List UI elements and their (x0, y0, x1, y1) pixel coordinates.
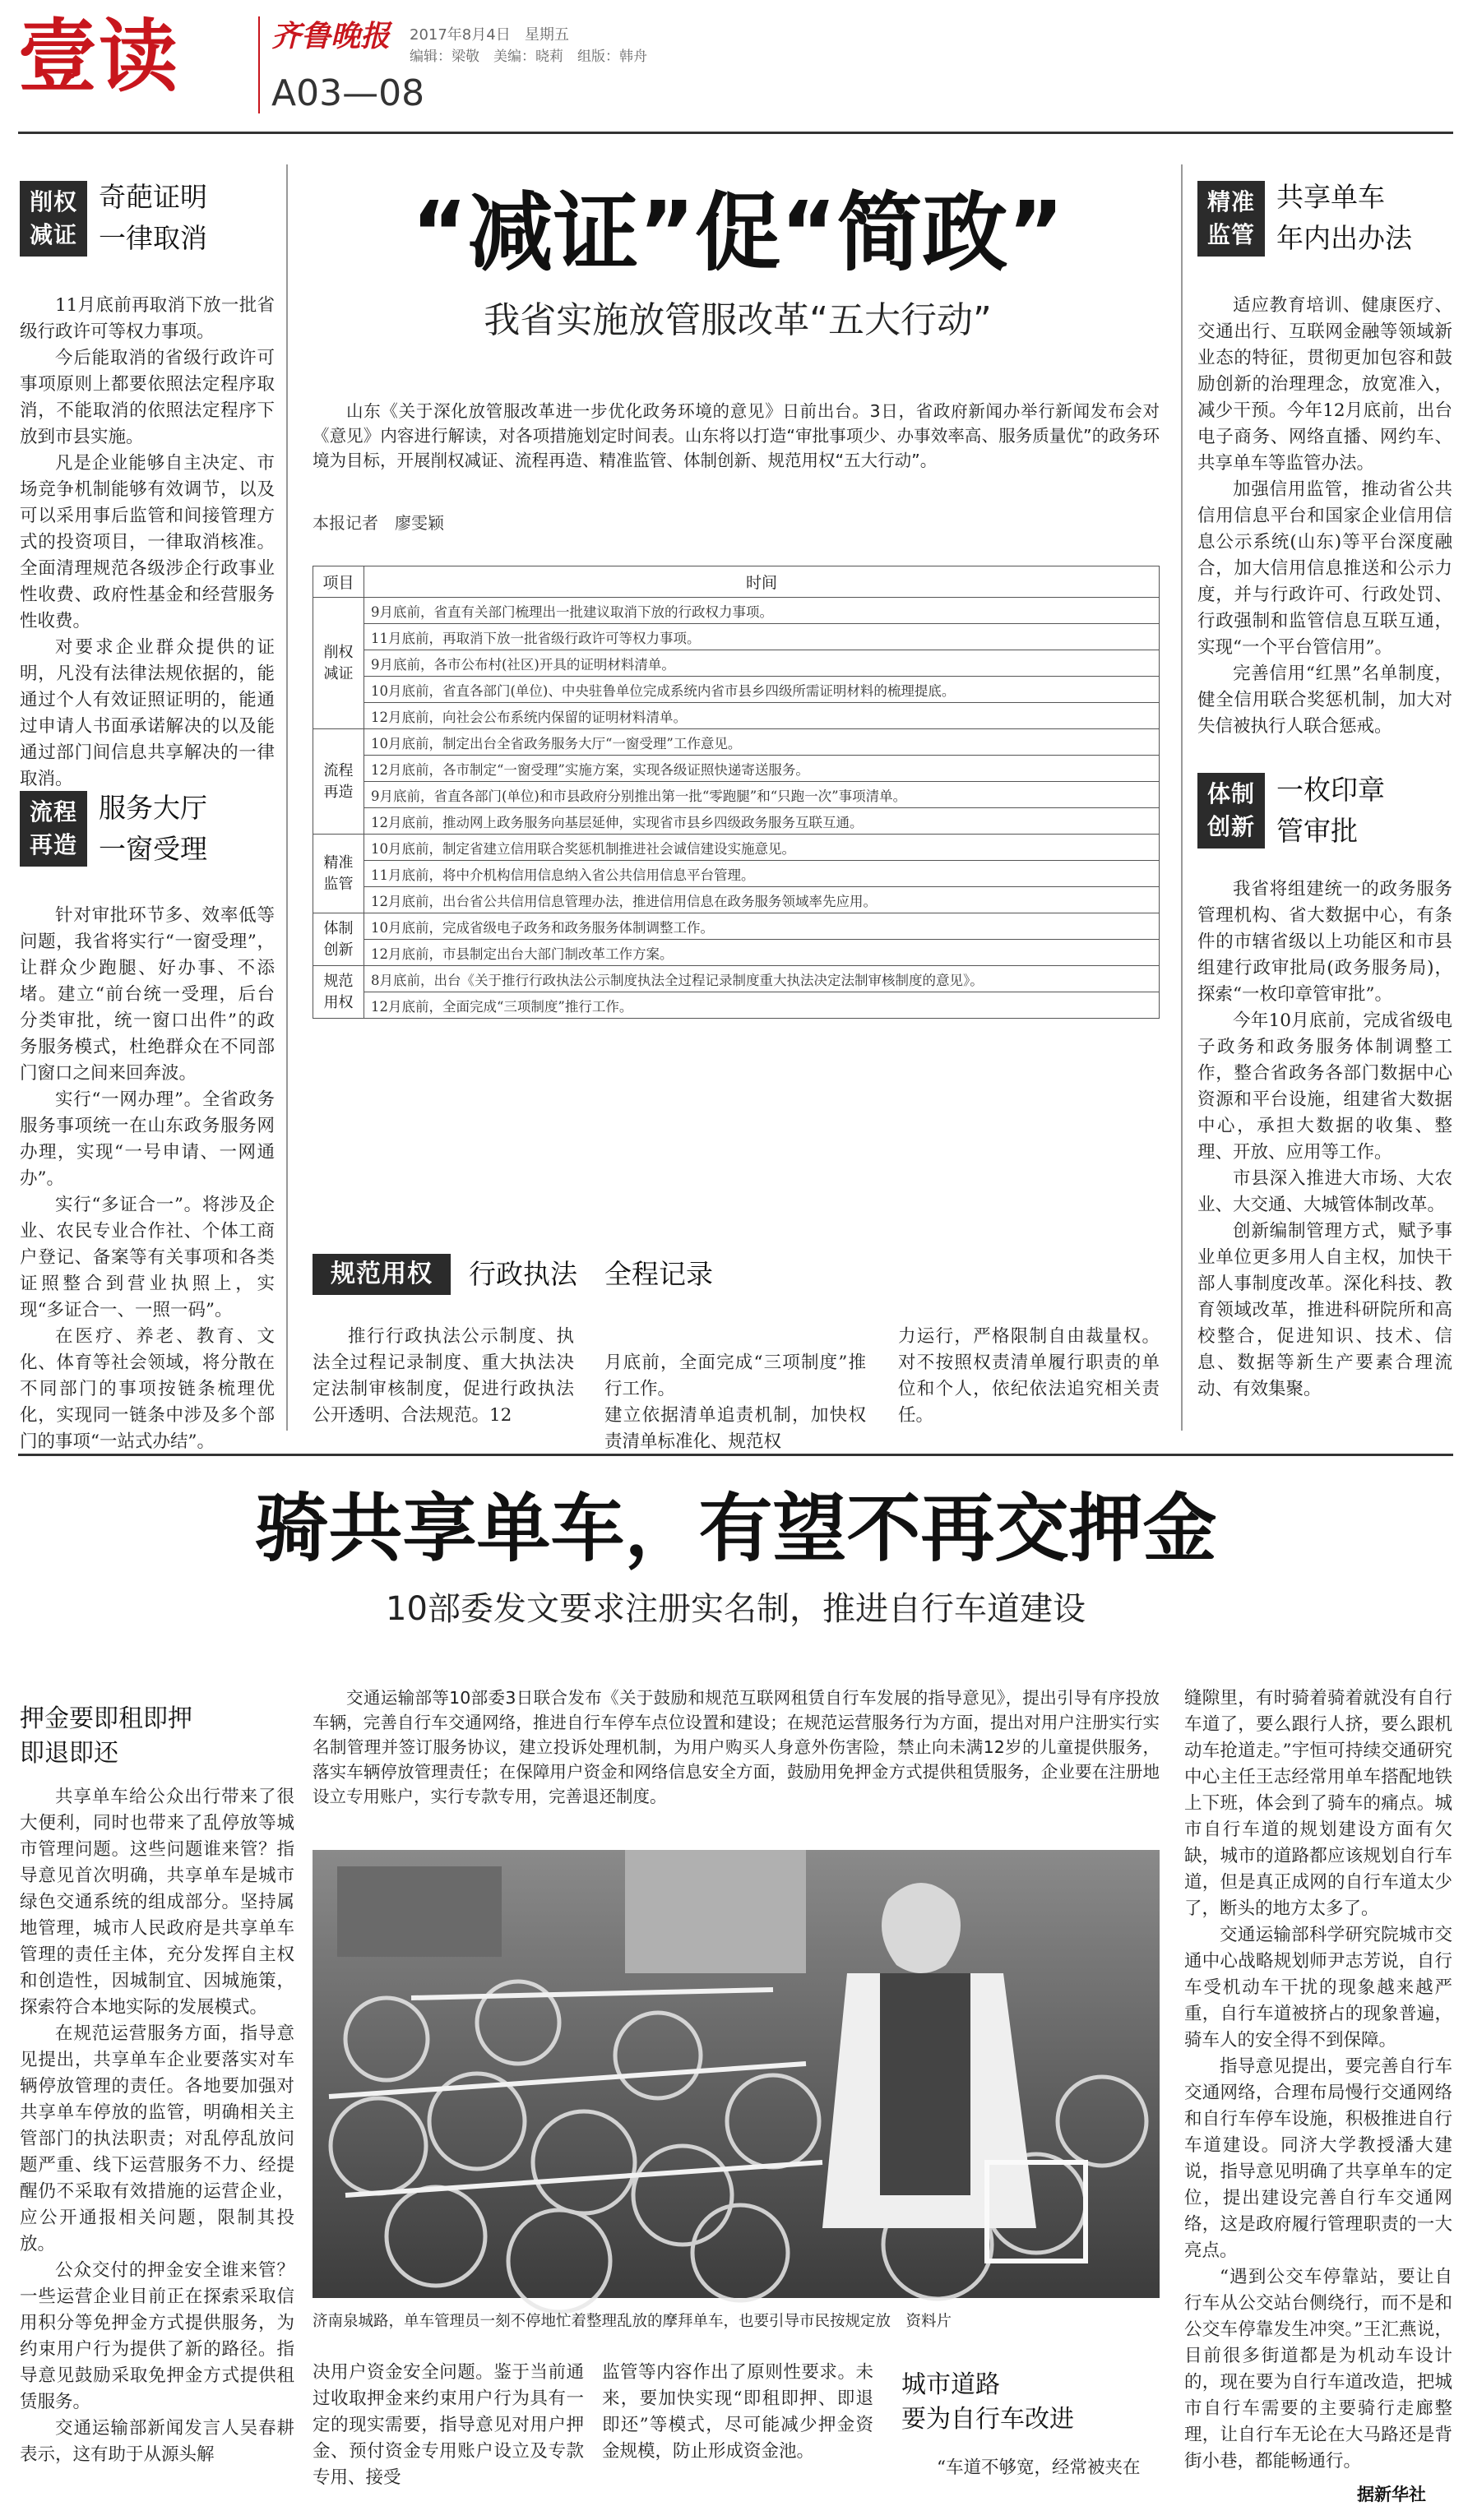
paragraph: 共享单车给公众出行带来了很大便利，同时也带来了乱停放等城市管理问题。这些问题谁来管？指导意见首次明确，共享单车是城市绿色交通系统的组成部分。坚持属地管理，城市人民政府是共享单车管理的责任主体，充分发挥自主权和创造性，因城制宜、因城施策，探索符合本地实际的发展模式。 (20, 1787, 294, 2018)
paragraph: 创新编制管理方式，赋予事业单位更多用人自主权，加快干部人事制度改革。深化科技、教育领域改革，推进科研院所和高校整合，促进知识、技术、信息、数据等新生产要素合理流动、有效集聚。 (1197, 1221, 1452, 1399)
table-row (313, 756, 1160, 782)
table-row (313, 782, 1160, 808)
story-divider (18, 1454, 1453, 1456)
category-line: 监管 (323, 875, 354, 893)
timeline-item: 10月底前，完成省级电子政务和政务服务体制调整工作。 (364, 913, 1160, 940)
guifan-col2 (604, 1324, 866, 1452)
guifan-col3 (898, 1324, 1160, 1434)
timeline-item: 10月底前，制定出台全省政务服务大厅“一窗受理”工作意见。 (364, 729, 1160, 756)
table-row (313, 808, 1160, 835)
title-line: 即退即还 (20, 1739, 118, 1768)
masthead-divider (258, 16, 260, 113)
paragraph: 指导意见提出，要完善自行车交通网络，合理布局慢行交通网络和自行车停车设施，积极推进自行车道建设。同济大学教授潘大建说，指导意见明确了共享单车的定位，提出建设完善自行车交通网络，这是政府履行管理职责的一大亮点。 (1184, 2056, 1452, 2261)
date: 2017年8月4日 (410, 26, 511, 44)
paragraph: 实行“多证合一”。将涉及企业、农民专业合作社、个体工商户登记、备案等有关事项和各类证照整合到营业执照上，实现“多证合一、一照一码”。 (20, 1195, 275, 1320)
right1-tag (1197, 181, 1265, 257)
paragraph: 今年10月底前，完成省级电子政务和政务服务体制调整工作，整合省政务各部门数据中心资源和平台设施，组建省大数据中心，承担大数据的收集、整理、开放、应用等工作。 (1197, 1010, 1452, 1163)
left-column-rule (286, 164, 288, 1431)
byline: 本报记者 廖雯颖 (313, 513, 444, 533)
section-title: 壹读 (18, 11, 179, 103)
paragraph: 月底前，全面完成“三项制度”推行工作。 建立依据清单追责机制，加快权责清单标准化、规范权 (604, 1352, 866, 1452)
tag-line: 再造 (29, 831, 77, 858)
table-row (313, 966, 1160, 992)
title-line: 一枚印章 (1276, 774, 1385, 806)
category-line: 再造 (323, 783, 354, 801)
timeline-item: 11月底前，再取消下放一批省级行政许可等权力事项。 (364, 624, 1160, 650)
story2-lead (313, 1685, 1160, 1809)
timeline-grid (313, 566, 1160, 1019)
title-line: 一律取消 (99, 222, 207, 254)
paragraph: 缝隙里，有时骑着骑着就没有自行车道了，要么跟行人挤，要么跟机动车抢道走。”宇恒可持续交通研究中心主任王志经常用单车搭配地铁上下班，体会到了骑车的痛点。城市自行车道的规划建设方面有欠缺，城市的道路都应该规划自行车道，但是真正成网的自行车道太少了，断头的地方太多了。 (1184, 1688, 1452, 1919)
right2-tag (1197, 773, 1265, 848)
paragraph: 推行行政执法公示制度、执法全过程记录制度、重大执法决定法制审核制度，促进行政执法公开透明、合法规范。12 (313, 1326, 574, 1426)
title-line: 共享单车 (1276, 181, 1385, 213)
paragraph: 凡是企业能够自主决定、市场竞争机制能够有效调节，以及可以采用事后监管和间接管理方式的投资项目，一律取消核准。全面清理规范各级涉企行政事业性收费、政府性基金和经营服务性收费。 (20, 453, 275, 631)
col-header-project: 项目 (313, 566, 364, 598)
paragraph: 我省将组建统一的政务服务管理机构、省大数据中心，有条件的市辖省级以上功能区和市县组建行政审批局(政务服务局)，探索“一枚印章管审批”。 (1197, 879, 1452, 1005)
category-cell (313, 729, 364, 835)
tag-line: 监管 (1206, 221, 1255, 248)
category-line: 规范 (323, 972, 354, 990)
timeline-item: 12月底前，市县制定出台大部门制改革工作方案。 (364, 940, 1160, 966)
paragraph: 公众交付的押金安全谁来管？一些运营企业目前正在探索采取信用积分等免押金方式提供服务，为约束用户行为提供了新的路径。指导意见鼓励采取免押金方式提供租赁服务。 (20, 2260, 294, 2412)
title-line: 年内出办法 (1276, 222, 1412, 254)
title-line: 押金要即租即押 (20, 1704, 192, 1733)
table-row (313, 940, 1160, 966)
main-headline: “减证”促“简政” (411, 183, 1064, 283)
left1-body (20, 293, 275, 789)
story2-bottom-col1 (313, 2360, 584, 2508)
paragraph: 在医疗、养老、教育、文化、体育等社会领域，将分散在不同部门的事项按链条梳理优化，实现同一链条中涉及多个部门的事项“一站式办结”。 (20, 1326, 275, 1452)
category-line: 削权 (323, 643, 354, 661)
paragraph: “遇到公交车停靠站，要让自行车从公交站台侧绕行，而不是和公交车停靠发生冲突。”王汇燕说，目前很多街道都是为机动车设计的，现在要为自行车道改造，把城市自行车需要的主要骑行走廊整理，让自行车无论在大马路还是背街小巷，都能畅通行。 (1184, 2267, 1452, 2471)
guifan-title: 行政执法 全程记录 (469, 1258, 713, 1290)
paragraph: 力运行，严格限制自由裁量权。对不按照权责清单履行职责的单位和个人，依纪依法追究相关责任。 (898, 1326, 1160, 1426)
left2-body (20, 903, 275, 1452)
left1-title (99, 177, 207, 259)
tag-line: 削权 (29, 188, 77, 215)
timeline-item: 8月底前，出台《关于推行行政执法公示制度执法全过程记录制度重大执法决定法制审核制度的意见》。 (364, 966, 1160, 992)
category-cell (313, 598, 364, 729)
timeline-item: 9月底前，各市公布村(社区)开具的证明材料清单。 (364, 650, 1160, 677)
masthead-rule (18, 132, 1453, 134)
paper-logo: 齐鲁晚报 (271, 19, 391, 53)
left2-title (99, 788, 207, 870)
story2-headline: 骑共享单车，有望不再交押金 (254, 1486, 1217, 1572)
story2-bottom-col2 (602, 2360, 873, 2508)
category-line: 创新 (323, 941, 354, 959)
guifan-col1 (313, 1324, 574, 1434)
page-number: A03—08 (271, 72, 425, 114)
title-line: 奇葩证明 (99, 181, 207, 213)
title-line: 管审批 (1276, 815, 1358, 847)
right2-title (1276, 770, 1385, 852)
timeline-item: 12月底前，各市制定“一窗受理”实施方案，实现各级证照快递寄送服务。 (364, 756, 1160, 782)
category-cell (313, 835, 364, 913)
paragraph: 市县深入推进大市场、大农业、大交通、大城管体制改革。 (1197, 1168, 1452, 1215)
table-row (313, 887, 1160, 913)
tag-line: 创新 (1206, 813, 1255, 840)
table-row (313, 598, 1160, 624)
bike-photo (313, 1850, 1160, 2298)
paragraph: 今后能取消的省级行政许可事项原则上都要依照法定程序取消，不能取消的依照法定程序下放到市县实施。 (20, 348, 275, 447)
paragraph: 适应教育培训、健康医疗、交通出行、互联网金融等领域新业态的特征，贯彻更加包容和鼓励创新的治理理念，放宽准入，减少干预。今年12月底前，出台电子商务、网络直播、网约车、共享单车等监管办法。 (1197, 295, 1452, 474)
category-line: 减证 (323, 664, 354, 682)
table-row (313, 992, 1160, 1019)
category-line: 用权 (323, 993, 354, 1011)
table-row (313, 650, 1160, 677)
paragraph: 加强信用监管，推动省公共信用信息平台和国家企业信用信息公示系统(山东)等平台深度融合，加大信用信息推送和公示力度，并与行政许可、行政处罚、行政强制和监管信息互联互通，实现“一个平台管信用”。 (1197, 479, 1452, 658)
paragraph: 在规范运营服务方面，指导意见提出，共享单车企业要落实对车辆停放管理的责任。各地要加强对共享单车停放的监管，明确相关主管部门的执法职责；对乱停乱放问题严重、线下运营服务不力、经提醒仍不采取有效措施的运营企业，应公开通报相关问题，限制其投放。 (20, 2023, 294, 2254)
title-line: 要为自行车改进 (901, 2405, 1074, 2434)
paragraph: 监管等内容作出了原则性要求。未来，要加快实现“即租即押、即退即还”等模式，尽可能减少押金资金规模，防止形成资金池。 (602, 2362, 873, 2462)
table-row (313, 624, 1160, 650)
paragraph: 交通运输部新闻发言人吴春耕表示，这有助于从源头解 (20, 2418, 294, 2465)
main-subhead: 我省实施放管服改革“五大行动” (484, 299, 992, 341)
paragraph: 11月底前再取消下放一批省级行政许可等权力事项。 (20, 295, 275, 342)
paragraph: 实行“一网办理”。全省政务服务事项统一在山东政务服务网办理，实现“一号申请、一网通办”。 (20, 1089, 275, 1189)
tag-line: 减证 (29, 221, 77, 248)
story2-sub2-start (901, 2455, 1160, 2509)
paragraph: “车道不够宽，经常被夹在 (937, 2458, 1141, 2478)
paragraph: 针对审批环节多、效率低等问题，我省将实行“一窗受理”，让群众少跑腿、好办事、不添堵。建立“前台统一受理，后台分类审批，统一窗口出件”的政务服务模式，杜绝群众在不同部门窗口之间来回奔波。 (20, 905, 275, 1084)
story2-credit: 据新华社 (1357, 2485, 1426, 2504)
right2-body (1197, 876, 1452, 1429)
story2-left-body (20, 1784, 294, 2508)
title-line: 城市道路 (901, 2370, 1000, 2399)
staff-credits: 编辑：梁敬 美编：晓莉 组版：韩舟 (410, 49, 647, 65)
title-line: 服务大厅 (99, 792, 207, 824)
paragraph: 完善信用“红黑”名单制度，健全信用联合奖惩机制，加大对失信被执行人联合惩戒。 (1197, 664, 1452, 737)
category-cell (313, 966, 364, 1019)
timeline-item: 12月底前，推动网上政务服务向基层延伸，实现省市县乡四级政务服务互联互通。 (364, 808, 1160, 835)
tag-line: 精准 (1206, 188, 1255, 215)
timeline-item: 12月底前，全面完成“三项制度”推行工作。 (364, 992, 1160, 1019)
timeline-item: 12月底前，出台省公共信用信息管理办法，推进信用信息在政务服务领域率先应用。 (364, 887, 1160, 913)
tag-line: 体制 (1206, 780, 1255, 807)
paragraph: 对要求企业群众提供的证明，凡没有法律法规依据的，能通过个人有效证照证明的，能通过申请人书面承诺解决的以及能通过部门间信息共享解决的一律取消。 (20, 637, 275, 789)
table-row (313, 703, 1160, 729)
table-row (313, 729, 1160, 756)
category-line: 精准 (323, 853, 354, 872)
story2-subtitle2 (901, 2368, 1074, 2437)
paragraph: 交通运输部科学研究院城市交通中心战略规划师尹志芳说，自行车受机动车干扰的现象越来越严重，自行车道被挤占的现象普遍，骑车人的安全得不到保障。 (1184, 1925, 1452, 2051)
lead-paragraph: 交通运输部等10部委3日联合发布《关于鼓励和规范互联网租赁自行车发展的指导意见》，提出引导有序投放车辆，完善自行车交通网络，推进自行车停车点位设置和建设；在规范运营服务行为方面，提出对用户注册实行实名制管理并签订服务协议，建立投诉处理机制，为用户购买人身意外伤害险，禁止向未满12岁的儿童提供服务，落实车辆停放管理责任；在保障用户资金和网络信息安全方面，鼓励用免押金方式提供租赁服务，企业要在注册地设立专用账户，实行专款专用，完善退还制度。 (313, 1688, 1160, 1806)
lead-paragraph: 山东《关于深化放管服改革进一步优化政务环境的意见》日前出台。3日，省政府新闻办举行新闻发布会对《意见》内容进行解读，对各项措施划定时间表。山东将以打造“审批事项少、办事效率高、服务质量优”的政务环境为目标，开展削权减证、流程再造、精准监管、体制创新、规范用权“五大行动”。 (313, 401, 1160, 470)
tag-line: 流程 (29, 798, 77, 825)
timeline-item: 9月底前，省直各部门(单位)和市县政府分别推出第一批“零跑腿”和“只跑一次”事项清单。 (364, 782, 1160, 808)
photo-caption: 济南泉城路，单车管理员一刻不停地忙着整理乱放的摩拜单车，也要引导市民按规定放 资料片 (313, 2313, 952, 2330)
weekday: 星期五 (524, 26, 569, 44)
right1-title (1276, 177, 1412, 259)
table-row (313, 861, 1160, 887)
story2-left-title (20, 1702, 192, 1771)
timeline-item: 9月底前，省直有关部门梳理出一批建议取消下放的行政权力事项。 (364, 598, 1160, 624)
timeline-table (313, 566, 1160, 1019)
photo-illustration (313, 1850, 1160, 2298)
story2-right-body (1184, 1685, 1452, 2475)
left2-tag (20, 791, 87, 867)
col-header-time: 时间 (364, 566, 1160, 598)
table-row (313, 913, 1160, 940)
timeline-item: 10月底前，制定省建立信用联合奖惩机制推进社会诚信建设实施意见。 (364, 835, 1160, 861)
story2-subhead: 10部委发文要求注册实名制，推进自行车道建设 (386, 1590, 1086, 1628)
timeline-item: 11月底前，将中介机构信用信息纳入省公共信用信息平台管理。 (364, 861, 1160, 887)
paragraph: 决用户资金安全问题。鉴于当前通过收取押金来约束用户行为具有一定的现实需要，指导意见对用户押金、预付资金专用账户设立及专款专用、接受 (313, 2362, 584, 2488)
title-line: 一窗受理 (99, 833, 207, 865)
category-line: 体制 (323, 919, 354, 937)
category-cell (313, 913, 364, 966)
table-row (313, 835, 1160, 861)
category-line: 流程 (323, 761, 354, 779)
right1-body (1197, 293, 1452, 753)
left1-tag (20, 181, 87, 257)
right-column-rule (1181, 164, 1183, 1431)
guifan-tag: 规范用权 (313, 1254, 451, 1295)
main-lead (313, 399, 1160, 473)
timeline-item: 12月底前，向社会公布系统内保留的证明材料清单。 (364, 703, 1160, 729)
issue-date (410, 23, 569, 44)
timeline-item: 10月底前，省直各部门(单位)、中央驻鲁单位完成系统内省市县乡四级所需证明材料的梳理提底。 (364, 677, 1160, 703)
table-row (313, 677, 1160, 703)
